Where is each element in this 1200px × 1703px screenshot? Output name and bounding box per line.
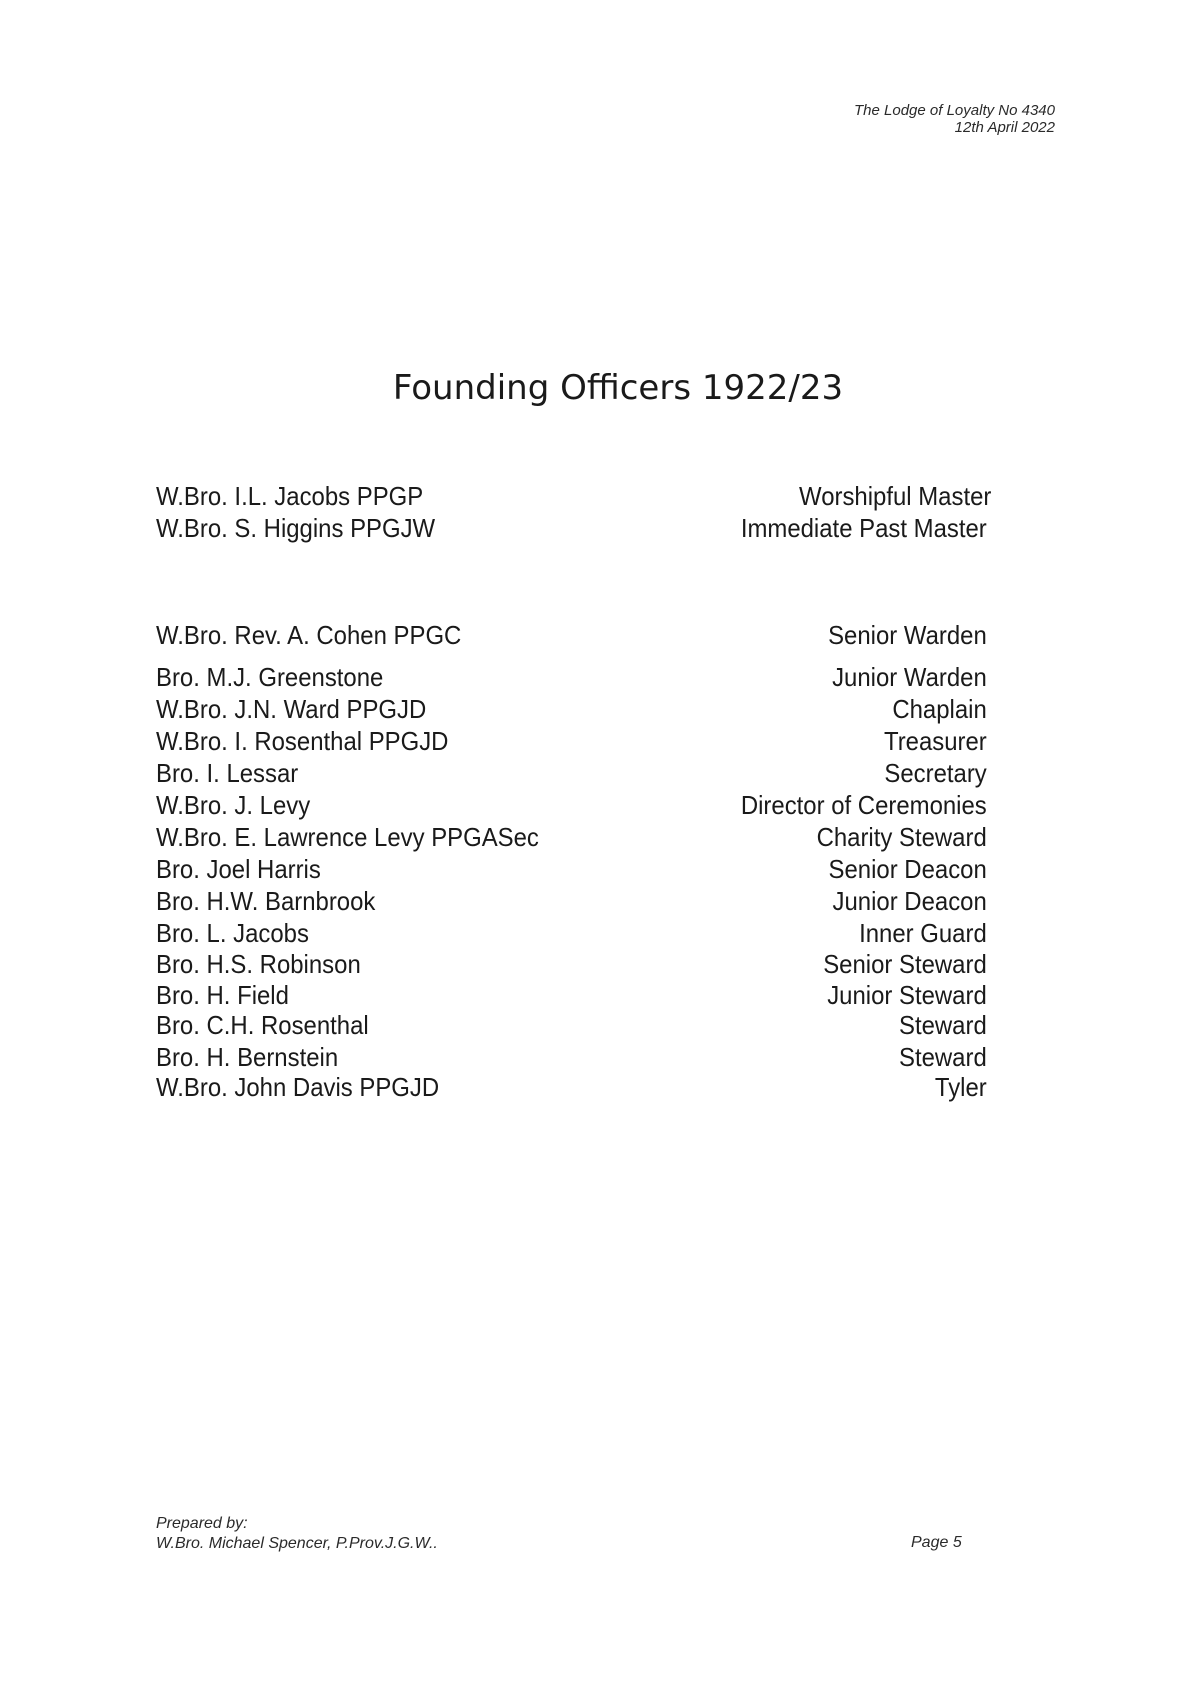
officer-row bbox=[156, 1009, 987, 1041]
document-date: 12th April 2022 bbox=[954, 119, 1055, 136]
officer-row bbox=[156, 885, 987, 917]
officer-name: Bro. H. Bernstein bbox=[156, 1042, 339, 1072]
officer-office: Senior Deacon bbox=[828, 854, 987, 884]
officer-office: Junior Steward bbox=[827, 980, 987, 1010]
officer-row bbox=[156, 661, 987, 693]
prepared-by-label: Prepared by: bbox=[156, 1515, 248, 1532]
officer-office: Junior Warden bbox=[832, 662, 987, 692]
prepared-by-block bbox=[156, 1514, 438, 1554]
officer-name: W.Bro. John Davis PPGJD bbox=[156, 1072, 440, 1102]
page-number: Page 5 bbox=[911, 1534, 962, 1551]
officer-row bbox=[156, 948, 987, 980]
officer-name: W.Bro. I. Rosenthal PPGJD bbox=[156, 726, 449, 756]
officer-name: Bro. M.J. Greenstone bbox=[156, 662, 384, 692]
lodge-name: The Lodge of Loyalty No 4340 bbox=[854, 102, 1055, 119]
officer-row bbox=[156, 512, 987, 544]
officer-name: W.Bro. J. Levy bbox=[156, 790, 311, 820]
officer-name: Bro. L. Jacobs bbox=[156, 918, 309, 948]
officer-name: Bro. C.H. Rosenthal bbox=[156, 1010, 369, 1040]
officer-office: Immediate Past Master bbox=[740, 513, 987, 543]
officer-name: Bro. I. Lessar bbox=[156, 758, 299, 788]
officer-row bbox=[156, 480, 992, 512]
officer-office: Steward bbox=[899, 1010, 987, 1040]
officer-row bbox=[156, 1041, 987, 1073]
officer-name: W.Bro. E. Lawrence Levy PPGASec bbox=[156, 822, 539, 852]
officer-office: Tyler bbox=[934, 1072, 987, 1102]
officer-row bbox=[156, 917, 987, 949]
officer-row bbox=[156, 693, 987, 725]
officer-row bbox=[156, 725, 987, 757]
officer-office: Senior Steward bbox=[823, 949, 987, 979]
officer-office: Steward bbox=[899, 1042, 987, 1072]
officer-name: W.Bro. J.N. Ward PPGJD bbox=[156, 694, 427, 724]
officer-office: Junior Deacon bbox=[832, 886, 987, 916]
officer-office: Secretary bbox=[884, 758, 987, 788]
officer-name: Bro. Joel Harris bbox=[156, 854, 321, 884]
officer-office: Treasurer bbox=[883, 726, 987, 756]
officer-name: W.Bro. Rev. A. Cohen PPGC bbox=[156, 620, 462, 650]
officer-office: Senior Warden bbox=[828, 620, 987, 650]
officer-office: Inner Guard bbox=[859, 918, 987, 948]
officer-name: W.Bro. I.L. Jacobs PPGP bbox=[156, 481, 424, 511]
officer-row bbox=[156, 789, 987, 821]
officer-office: Worshipful Master bbox=[799, 481, 992, 511]
officer-office: Chaplain bbox=[892, 694, 987, 724]
officer-row bbox=[156, 619, 987, 651]
officer-row bbox=[156, 1071, 987, 1103]
officer-office: Director of Ceremonies bbox=[740, 790, 987, 820]
officer-row bbox=[156, 979, 987, 1011]
officer-row bbox=[156, 853, 987, 885]
officer-name: Bro. H.W. Barnbrook bbox=[156, 886, 376, 916]
page-title: Founding Officers 1922/23 bbox=[392, 368, 844, 408]
officer-name: W.Bro. S. Higgins PPGJW bbox=[156, 513, 436, 543]
officer-name: Bro. H. Field bbox=[156, 980, 289, 1010]
officer-office: Charity Steward bbox=[816, 822, 987, 852]
officer-row bbox=[156, 757, 987, 789]
officer-name: Bro. H.S. Robinson bbox=[156, 949, 361, 979]
officer-row bbox=[156, 821, 987, 853]
prepared-by-name: W.Bro. Michael Spencer, P.Prov.J.G.W.. bbox=[156, 1535, 438, 1552]
officers-list bbox=[156, 0, 1056, 1703]
